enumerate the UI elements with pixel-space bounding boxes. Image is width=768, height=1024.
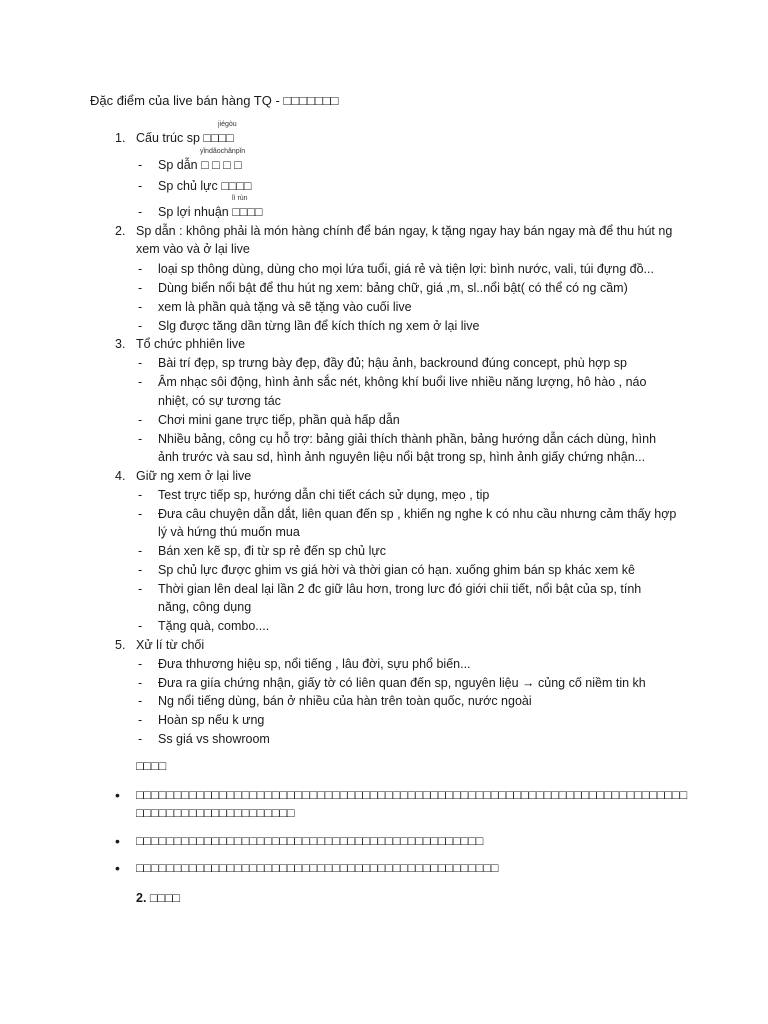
list-number: 5. [115, 638, 126, 652]
document-title: Đặc điểm của live bán hàng TQ - □□□□□□□ [90, 93, 339, 108]
list-item: Sp lợi nhuận □□□□ [158, 205, 263, 219]
bullet-marker: • [115, 833, 120, 849]
list-number: 2. [115, 224, 126, 238]
dash-marker: - [138, 179, 143, 193]
pinyin-annotation: yǐndǎochǎnpǐn [200, 148, 246, 155]
list-item-continued: nhiệt, có sự tương tác [158, 394, 281, 408]
list-item-continued: ảnh trước và sau sd, hình ảnh nguyên liệu nổi bật trong sp, hình ảnh giấy chứng nhận... [158, 450, 646, 464]
bullet-item: □□□□□□□□□□□□□□□□□□□□□□□□□□□□□□□□□□□□□□□□□□□□□□□□ [136, 861, 499, 875]
list-number: 3. [115, 337, 126, 351]
list-item: Ss giá vs showroom [158, 732, 270, 746]
dash-marker: - [138, 356, 143, 370]
dash-marker: - [138, 507, 143, 521]
dash-marker: - [138, 676, 143, 690]
bullet-item: □□□□□□□□□□□□□□□□□□□□□□□□□□□□□□□□□□□□□□□□□□□□□□ [136, 834, 484, 848]
dash-marker: - [138, 657, 143, 671]
list-item: Test trực tiếp sp, hướng dẫn chi tiết cách sử dụng, mẹo , tip [158, 488, 490, 502]
dash-marker: - [138, 281, 143, 295]
dash-marker: - [138, 544, 143, 558]
list-item: Âm nhạc sôi động, hình ảnh sắc nét, không khí buổi live nhiều năng lượng, hô hào , náo [158, 375, 647, 389]
list-item: Đưa thhương hiệu sp, nổi tiếng , lâu đời, sựu phổ biến... [158, 657, 471, 671]
dash-marker: - [138, 619, 143, 633]
list-item: Sp chủ lực □□□□ [158, 179, 252, 193]
section-heading: Tổ chức phhiên live [136, 337, 246, 351]
list-item: Bài trí đẹp, sp trưng bày đẹp, đầy đủ; hậu ảnh, backround đúng concept, phù hợp sp [158, 356, 627, 370]
list-item-continued: năng, công dụng [158, 600, 252, 614]
section-heading: Xử lí từ chối [136, 638, 205, 652]
list-item: Bán xen kẽ sp, đi từ sp rẻ đến sp chủ lực [158, 544, 386, 558]
pinyin-annotation: lì rùn [232, 195, 248, 202]
list-item: xem là phần quà tặng và sẽ tặng vào cuối live [158, 300, 412, 314]
dash-marker: - [138, 158, 143, 172]
list-item-continued: lý và hứng thú muốn mua [158, 525, 300, 539]
list-item: Hoàn sp nếu k ưng [158, 713, 265, 727]
list-item: Nhiều bảng, công cụ hỗ trợ: bảng giải thích thành phần, bảng hướng dẫn cách dùng, hình [158, 432, 657, 446]
dash-marker: - [138, 432, 143, 446]
list-item: Sp chủ lực được ghim vs giá hời và thời gian có hạn. xuống ghim bán sp khác xem kê [158, 563, 635, 577]
section-heading: Sp dẫn : không phải là món hàng chính để bán ngay, k tặng ngay hay bán ngay mà để thu hút ng [136, 224, 673, 238]
section-heading: Giữ ng xem ở lại live [136, 469, 252, 483]
dash-marker: - [138, 375, 143, 389]
bullet-marker: • [115, 787, 120, 803]
section-2-label: 2. □□□□ [136, 891, 181, 905]
dash-marker: - [138, 488, 143, 502]
list-item: Đưa câu chuyện dẫn dắt, liên quan đến sp , khiến ng nghe k có nhu cầu nhưng cảm thấy hợp [158, 507, 677, 521]
list-number: 4. [115, 469, 126, 483]
dash-marker: - [138, 582, 143, 596]
list-item: Thời gian lên deal lại lần 2 đc giữ lâu hơn, trong lưc đó giới chii tiết, nổi bật của sp, tính [158, 582, 642, 596]
dash-marker: - [138, 563, 143, 577]
list-item: Tặng quà, combo.... [158, 619, 270, 633]
dash-marker: - [138, 319, 143, 333]
list-item: Ng nổi tiếng dùng, bán ở nhiều của hàn trên toàn quốc, nước ngoài [158, 694, 532, 708]
bullet-item: □□□□□□□□□□□□□□□□□□□□□□□□□□□□□□□□□□□□□□□□□□□□□□□□□□□□□□□□□□□□□□□□□□□□□□□□□ [136, 788, 688, 802]
section-heading-cn: □□□□ [136, 759, 167, 773]
list-item: Chơi mini gane trực tiếp, phần quà hấp dẫn [158, 413, 400, 427]
dash-marker: - [138, 300, 143, 314]
bullet-item-continued: □□□□□□□□□□□□□□□□□□□□□ [136, 806, 295, 820]
list-item: Đưa ra giía chứng nhận, giấy tờ có liên quan đến sp, nguyên liệu → củng cố niềm tin kh [158, 676, 646, 690]
pinyin-annotation: jiégòu [218, 121, 237, 128]
list-item: Slg được tăng dần từng lần để kích thích ng xem ở lại live [158, 319, 480, 333]
dash-marker: - [138, 694, 143, 708]
section-heading: Cấu trúc sp □□□□ [136, 131, 234, 145]
bullet-marker: • [115, 860, 120, 876]
dash-marker: - [138, 262, 143, 276]
dash-marker: - [138, 713, 143, 727]
dash-marker: - [138, 205, 143, 219]
section-heading-continued: xem vào và ở lại live [136, 242, 250, 256]
list-number: 1. [115, 131, 126, 145]
list-item: loại sp thông dùng, dùng cho mọi lứa tuổi, giá rẻ và tiện lợi: bình nước, vali, túi đựng đồ... [158, 262, 654, 276]
list-item: Dùng biển nổi bật để thu hút ng xem: bảng chữ, giá ,m, sl..nổi bật( có thể có ng cầm) [158, 281, 628, 295]
dash-marker: - [138, 413, 143, 427]
dash-marker: - [138, 732, 143, 746]
list-item: Sp dẫn □ □ □ □ [158, 158, 242, 172]
